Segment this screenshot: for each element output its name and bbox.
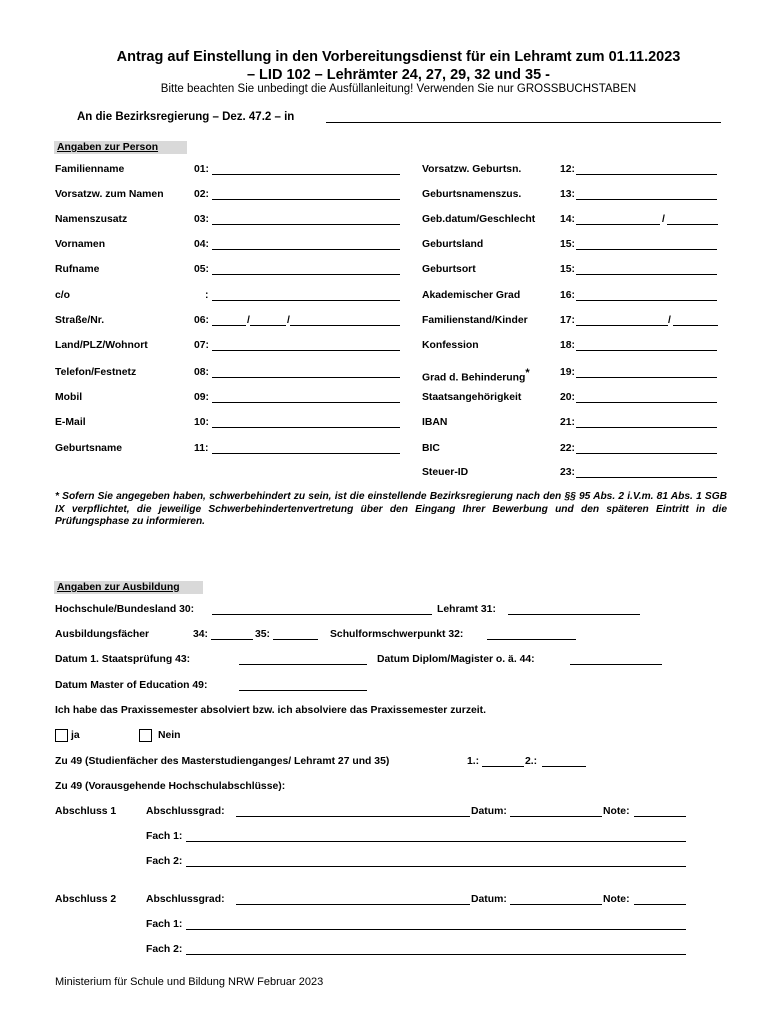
person-label [422,467,468,478]
person-label: E-Mail [55,417,86,428]
person-field-line[interactable] [290,325,400,326]
form-title: Antrag auf Einstellung in den Vorbereitungsdienst für ein Lehramt zum 01.11.2023 [116,49,681,65]
diplom-label: Datum Diplom/Magister o. ä. 44: [377,654,535,665]
person-label-text: Familienstand/Kinder [422,315,528,326]
person-field-line[interactable] [250,325,286,326]
footnote-marker: * [525,367,530,379]
section-person-heading: Angaben zur Person [54,141,187,154]
person-label: Namenszusatz [55,214,128,225]
abschluss1-fach2-label: Fach 2: [146,856,183,867]
person-label [422,392,521,403]
person-field-line[interactable] [576,350,717,351]
person-field-number: 12: [560,164,576,175]
abschluss1-fach1-field[interactable] [186,841,686,842]
person-field-line[interactable] [576,274,717,275]
person-field-line[interactable] [212,199,400,200]
staatspruefung-field[interactable] [239,664,367,665]
master-field[interactable] [239,690,367,691]
abschluss2-fach2-label: Fach 2: [146,944,183,955]
field-separator: / [668,315,671,326]
abschluss1-note-label: Note: [603,806,630,817]
person-label-text: Geb.datum/Geschlecht [422,214,536,225]
person-field-number: 08: [194,367,210,378]
person-field-number: 19: [560,367,576,378]
person-label-text: Vorsatzw. Geburtsn. [422,164,522,175]
fach34-label: 34: [193,629,209,640]
recipient-field[interactable] [326,122,721,123]
person-field-line[interactable] [212,224,400,225]
zu49-fach1-label: 1.: [467,756,480,767]
person-field-number: 18: [560,340,576,351]
abschluss2-note-label: Note: [603,894,630,905]
field-separator: / [662,214,665,225]
footer-text: Ministerium für Schule und Bildung NRW Februar 2023 [55,976,324,988]
person-label [422,290,520,301]
person-field-number: 06: [194,315,210,326]
person-label-text: IBAN [422,417,448,428]
person-label-text: Grad d. Behinderung [422,372,526,384]
abschluss2-grad-label: Abschlussgrad: [146,894,225,905]
person-field-number: 15: [560,239,576,250]
section-training-heading: Angaben zur Ausbildung [54,581,203,594]
person-field-number: 21: [560,417,576,428]
person-label-text: Steuer-ID [422,467,469,478]
abschluss1-fach2-field[interactable] [186,866,686,867]
schwerpunkt-label: Schulformschwerpunkt 32: [330,629,464,640]
person-field-line[interactable] [576,427,717,428]
zu49-abschluesse-label: Zu 49 (Vorausgehende Hochschulabschlüsse): [55,781,286,792]
person-label: Rufname [55,264,100,275]
person-label: Straße/Nr. [55,315,105,326]
abschluss1-label: Abschluss 1 [55,806,117,817]
form-subtitle: – LID 102 – Lehrämter 24, 27, 29, 32 und 35 - [246,67,551,83]
praxis-statement: Ich habe das Praxissemester absolviert bzw. ich absolviere das Praxissemester zurzeit. [55,705,487,716]
person-field-line[interactable] [576,300,717,301]
person-field-line[interactable] [212,350,400,351]
abschluss2-datum-field[interactable] [510,904,602,905]
person-field-number: 04: [194,239,210,250]
schwerpunkt-field[interactable] [487,639,576,640]
abschluss2-grad-field[interactable] [236,904,470,905]
person-label-text: Geburtsland [422,239,484,250]
fach34-field[interactable] [211,639,253,640]
nein-checkbox[interactable] [139,729,152,742]
person-label-text: Staatsangehörigkeit [422,392,522,403]
hochschule-label: Hochschule/Bundesland 30: [55,604,195,615]
person-label-text: Geburtsnamenszus. [422,189,522,200]
person-field-line[interactable] [212,325,246,326]
person-label [422,164,521,175]
person-field-number: 14: [560,214,576,225]
person-field-number: 23: [560,467,576,478]
person-label [422,340,479,351]
person-label: c/o [55,290,71,301]
diplom-field[interactable] [570,664,662,665]
person-label [422,367,530,383]
abschluss2-datum-label: Datum: [471,894,507,905]
person-field-number: 16: [560,290,576,301]
person-field-number: 01: [194,164,210,175]
abschluss2-fach1-field[interactable] [186,929,686,930]
zu49-fach1-field[interactable] [482,766,524,767]
abschluss2-note-field[interactable] [634,904,686,905]
disability-footnote: * Sofern Sie angegeben haben, schwerbehindert zu sein, ist die einstellende Bezirksregierung nach den §§ 95 Abs. 2 i.V.m. 81 Abs. 1 SGB IX verpflichtet, die jeweilige Schwerbehindertenvertretung über den Eingang Ihrer Bewerbung und den späteren Eintritt in die Prüfungsphase zu informieren. [55,491,727,527]
person-label: Geburtsname [55,443,122,454]
person-label-text: Akademischer Grad [422,290,521,301]
person-label: Telefon/Festnetz [55,367,137,378]
person-field-line[interactable] [212,274,400,275]
faecher-label: Ausbildungsfächer [55,629,150,640]
person-field-number: : [205,290,209,301]
person-field-line[interactable] [576,249,717,250]
person-field-number: 10: [194,417,210,428]
person-field-number: 07: [194,340,210,351]
person-field-line[interactable] [576,224,660,225]
person-field-line[interactable] [212,402,400,403]
staatspruefung-label: Datum 1. Staatsprüfung 43: [55,654,191,665]
person-label [422,443,440,454]
person-field-number: 20: [560,392,576,403]
person-label [422,214,535,225]
zu49-master-label: Zu 49 (Studienfächer des Masterstudienganges/ Lehramt 27 und 35) [55,756,390,767]
nein-label: Nein [158,730,181,741]
abschluss2-fach1-label: Fach 1: [146,919,183,930]
person-field-line[interactable] [576,174,717,175]
person-field-line[interactable] [576,325,668,326]
person-field-line[interactable] [212,377,400,378]
person-field-line[interactable] [212,174,400,175]
person-label: Land/PLZ/Wohnort [55,340,148,351]
person-field-number: 11: [194,443,209,454]
zu49-fach2-label: 2.: [525,756,538,767]
ja-label: ja [71,730,80,741]
person-label [422,239,483,250]
fach35-field[interactable] [273,639,318,640]
person-field-number: 03: [194,214,210,225]
person-field-line[interactable] [576,402,717,403]
person-label [422,189,521,200]
abschluss1-grad-label: Abschlussgrad: [146,806,225,817]
master-label: Datum Master of Education 49: [55,680,208,691]
zu49-fach2-field[interactable] [542,766,586,767]
lehramt-label: Lehramt 31: [437,604,496,615]
person-field-number: 22: [560,443,576,454]
hochschule-field[interactable] [212,614,432,615]
abschluss2-label: Abschluss 2 [55,894,117,905]
person-label: Mobil [55,392,83,403]
person-field-number: 17: [560,315,576,326]
person-field-line[interactable] [212,427,400,428]
person-label [422,315,528,326]
abschluss1-datum-label: Datum: [471,806,507,817]
abschluss1-datum-field[interactable] [510,816,602,817]
person-field-line[interactable] [667,224,718,225]
recipient-label: An die Bezirksregierung – Dez. 47.2 – in [77,111,295,123]
person-field-number: 05: [194,264,210,275]
abschluss1-grad-field[interactable] [236,816,470,817]
ja-checkbox[interactable] [55,729,68,742]
abschluss1-fach1-label: Fach 1: [146,831,183,842]
person-field-number: 02: [194,189,210,200]
person-label [422,264,476,275]
field-separator: / [287,315,290,326]
person-field-line[interactable] [212,300,400,301]
person-field-number: 09: [194,392,210,403]
person-field-line[interactable] [673,325,718,326]
person-label-text: Geburtsort [422,264,476,275]
lehramt-field[interactable] [508,614,640,615]
person-label: Vornamen [55,239,106,250]
person-label: Familienname [55,164,125,175]
person-field-line[interactable] [212,249,400,250]
person-field-line[interactable] [576,377,717,378]
abschluss2-fach2-field[interactable] [186,954,686,955]
person-field-number: 15: [560,264,576,275]
person-label-text: BIC [422,443,440,454]
person-field-line[interactable] [212,453,400,454]
person-label: Vorsatzw. zum Namen [55,189,164,200]
field-separator: / [247,315,250,326]
person-field-line[interactable] [576,477,717,478]
person-label-text: Konfession [422,340,479,351]
person-field-number: 13: [560,189,576,200]
instruction-text: Bitte beachten Sie unbedingt die Ausfüllanleitung! Verwenden Sie nur GROSSBUCHSTABEN [160,83,637,95]
person-field-line[interactable] [576,199,717,200]
abschluss1-note-field[interactable] [634,816,686,817]
person-label [422,417,447,428]
person-field-line[interactable] [576,453,717,454]
fach35-label: 35: [255,629,271,640]
